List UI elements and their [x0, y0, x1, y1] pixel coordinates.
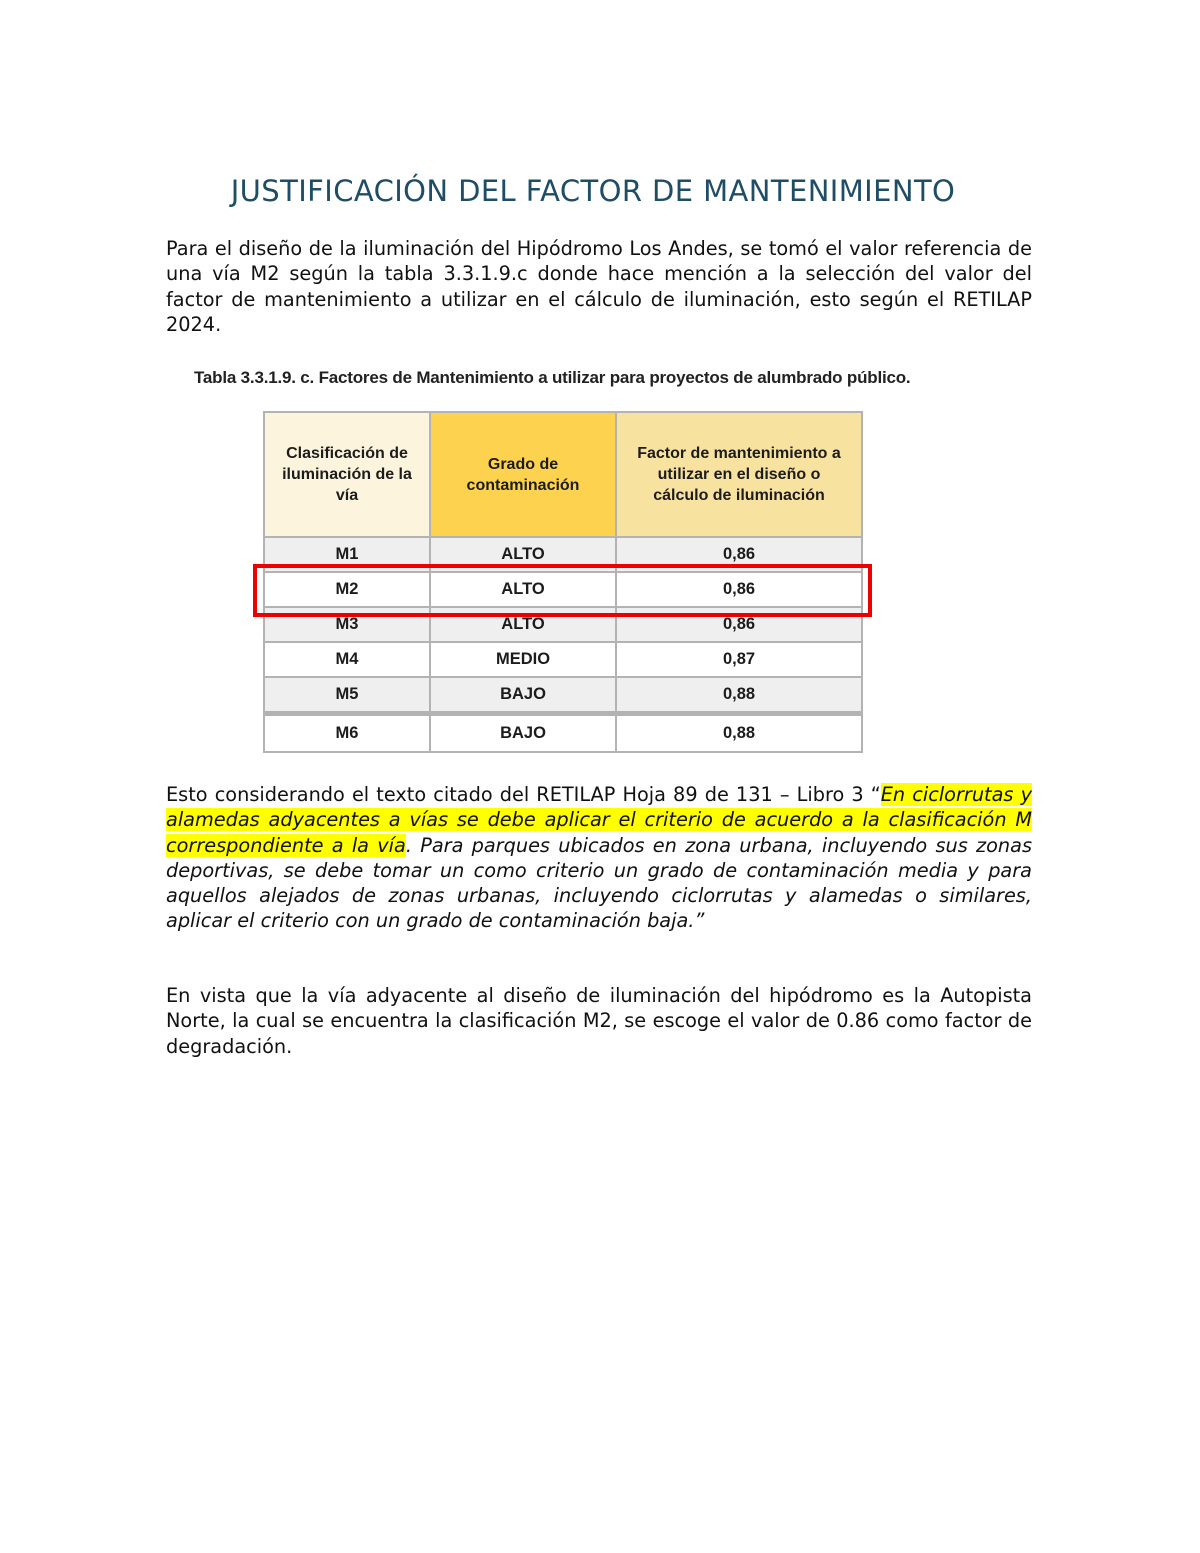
table-row-m6	[264, 714, 862, 753]
highlighted-quote: En ciclorrutas y alamedas adyacentes a vías se debe aplicar el criterio de acuerdo a la clasificación M correspondiente a la vía	[166, 783, 1032, 857]
table-cell: ALTO	[430, 537, 616, 572]
table-cell: 0,86	[616, 607, 862, 642]
table-row-m5	[264, 677, 862, 714]
table-header-row	[264, 412, 862, 537]
intro-paragraph: Para el diseño de la iluminación del Hipódromo Los Andes, se tomó el valor referencia de una vía M2 según la tabla 3.3.1.9.c donde hace mención a la selección del valor del factor de mantenimiento a utilizar en el cálculo de iluminación, esto según el RETILAP 2024.	[166, 237, 1032, 336]
table-cell: M5	[264, 677, 430, 714]
header-contamination: Grado de contaminación	[430, 412, 616, 537]
table-cell: 0,86	[616, 572, 862, 607]
table-row-m4	[264, 642, 862, 677]
citation-paragraph	[166, 782, 1032, 934]
m2-highlight-box	[253, 564, 872, 617]
table-caption: Tabla 3.3.1.9. c. Factores de Mantenimiento a utilizar para proyectos de alumbrado público.	[194, 368, 911, 387]
table-cell: M1	[264, 537, 430, 572]
table-cell: BAJO	[430, 677, 616, 714]
table-cell: 0,88	[616, 714, 862, 753]
page-title: JUSTIFICACIÓN DEL FACTOR DE MANTENIMIENTO	[230, 174, 956, 208]
table-cell: M4	[264, 642, 430, 677]
citation-intro: Esto considerando el texto citado del RETILAP Hoja 89 de 131 – Libro 3 “	[166, 783, 881, 806]
table-cell: 0,86	[616, 537, 862, 572]
table-cell: M3	[264, 607, 430, 642]
table-cell: BAJO	[430, 714, 616, 753]
header-classification: Clasificación de iluminación de la vía	[264, 412, 430, 537]
table-cell: 0,88	[616, 677, 862, 714]
quote-continuation: . Para parques ubicados en zona urbana, incluyendo sus zonas deportivas, se debe tomar un como criterio un grado de contaminación media y para aquellos alejados de zonas urbanas, incluyendo ciclorrutas y alamedas o similares, aplicar el criterio con un grado de contaminación baja.”	[166, 833, 1032, 933]
table-cell: MEDIO	[430, 642, 616, 677]
header-maintenance-factor: Factor de mantenimiento a utilizar en el diseño o cálculo de iluminación	[616, 412, 862, 537]
table-cell: M2	[264, 572, 430, 607]
table-cell: ALTO	[430, 572, 616, 607]
table-cell: M6	[264, 714, 430, 753]
table-cell: ALTO	[430, 607, 616, 642]
table-cell: 0,87	[616, 642, 862, 677]
conclusion-paragraph: En vista que la vía adyacente al diseño de iluminación del hipódromo es la Autopista Norte, la cual se encuentra la clasificación M2, se escoge el valor de 0.86 como factor de degradación.	[166, 984, 1032, 1058]
